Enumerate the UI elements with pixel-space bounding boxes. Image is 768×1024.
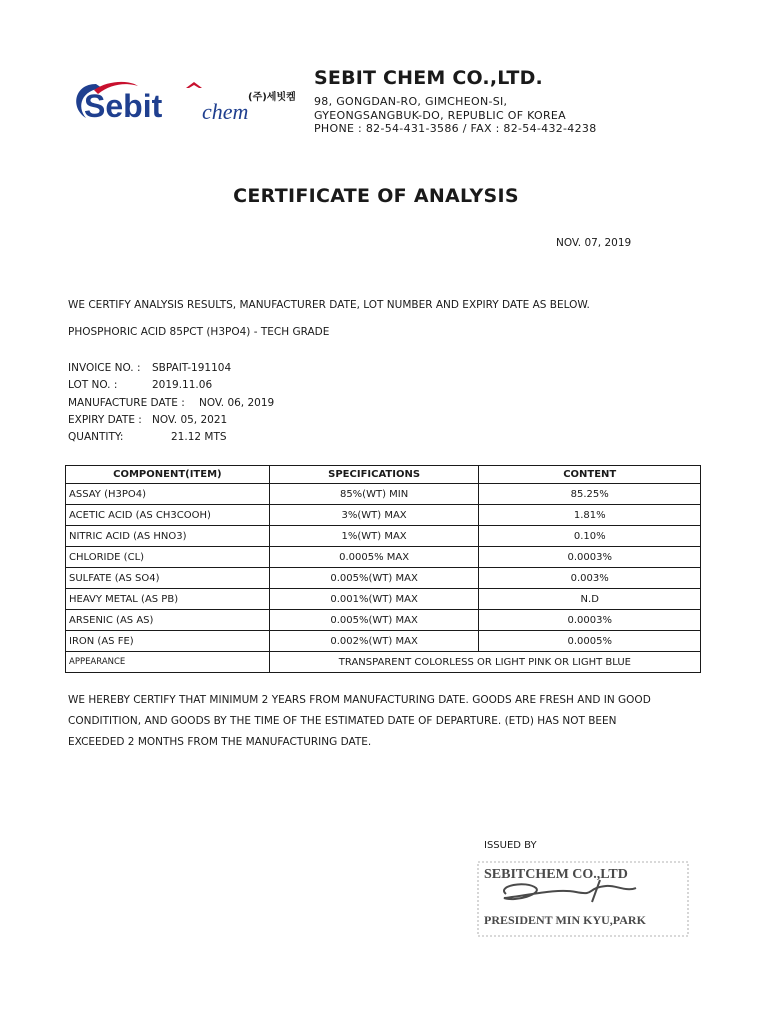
row-spec: 0.005%(WT) MAX [269,568,479,589]
certification-line: WE HEREBY CERTIFY THAT MINIMUM 2 YEARS FROM MANUFACTURING DATE. GOODS ARE FRESH AND IN GOOD [68,694,651,706]
document-date: NOV. 07, 2019 [556,237,632,249]
row-content: 1.81% [479,505,701,526]
stamp-company-name: SEBITCHEM CO.,LTD [484,867,628,882]
stamp-title: PRESIDENT MIN KYU,PARK [484,913,646,927]
row-component: CHLORIDE (CL) [66,547,270,568]
issued-by-label: ISSUED BY [484,840,537,851]
signature-stamp [476,858,692,938]
row-content: 0.003% [479,568,701,589]
table-row [66,505,701,526]
analysis-table [65,465,701,673]
company-address-line1: 98, GONGDAN-RO, GIMCHEON-SI, [314,95,508,108]
company-address-line2: GYEONGSANGBUK-DO, REPUBLIC OF KOREA [314,109,567,122]
row-content: 0.0003% [479,610,701,631]
invoice-value: SBPAIT-191104 [152,362,232,374]
row-spec: 85%(WT) MIN [269,484,479,505]
company-phone-fax: PHONE : 82-54-431-3586 / FAX : 82-54-432-4238 [314,122,597,135]
row-content: 85.25% [479,484,701,505]
table-row [66,547,701,568]
row-component: NITRIC ACID (AS HNO3) [66,526,270,547]
row-spec: 0.0005% MAX [269,547,479,568]
manufacture-date-label: MANUFACTURE DATE : [68,397,185,409]
row-component: ACETIC ACID (AS CH3COOH) [66,505,270,526]
header-content: CONTENT [479,466,701,484]
manufacture-date-value: NOV. 06, 2019 [199,397,275,409]
row-spec: 3%(WT) MAX [269,505,479,526]
row-component: IRON (AS FE) [66,631,270,652]
company-name: SEBIT CHEM CO.,LTD. [314,67,543,89]
table-row [66,568,701,589]
table-row [66,610,701,631]
table-row [66,631,701,652]
document-title: CERTIFICATE OF ANALYSIS [233,185,519,207]
invoice-label: INVOICE NO. : [68,362,141,374]
row-spec: 1%(WT) MAX [269,526,479,547]
lot-label: LOT NO. : [68,379,118,391]
row-content: 0.0005% [479,631,701,652]
row-component: SULFATE (AS SO4) [66,568,270,589]
appearance-label: APPEARANCE [66,652,270,673]
row-content: 0.10% [479,526,701,547]
lot-value: 2019.11.06 [152,379,213,391]
row-spec: 0.001%(WT) MAX [269,589,479,610]
certification-line: EXCEEDED 2 MONTHS FROM THE MANUFACTURING DATE. [68,736,372,748]
row-content: N.D [479,589,701,610]
row-component: ARSENIC (AS AS) [66,610,270,631]
quantity-value: 21.12 MTS [171,431,227,443]
logo-wordmark: Sebit [84,88,163,124]
certification-line: CONDITITION, AND GOODS BY THE TIME OF THE ESTIMATED DATE OF DEPARTURE. (ETD) HAS NOT BEEN [68,715,617,727]
quantity-label: QUANTITY: [68,431,124,443]
handwritten-signature [504,884,636,899]
logo-korean-text: (주)세빗켐 [248,92,296,103]
intro-statement: WE CERTIFY ANALYSIS RESULTS, MANUFACTURER DATE, LOT NUMBER AND EXPIRY DATE AS BELOW. [68,299,590,311]
appearance-row [66,652,701,673]
table-header-row [66,466,701,484]
header-component: COMPONENT(ITEM) [66,466,270,484]
expiry-date-label: EXPIRY DATE : [68,414,142,426]
table-row [66,526,701,547]
row-spec: 0.005%(WT) MAX [269,610,479,631]
table-row [66,484,701,505]
expiry-date-value: NOV. 05, 2021 [152,414,228,426]
row-component: ASSAY (H3PO4) [66,484,270,505]
row-component: HEAVY METAL (AS PB) [66,589,270,610]
row-content: 0.0003% [479,547,701,568]
product-name: PHOSPHORIC ACID 85PCT (H3PO4) - TECH GRADE [68,326,330,338]
table-row [66,589,701,610]
company-logo [68,78,298,130]
certification-paragraph [68,690,708,753]
row-spec: 0.002%(WT) MAX [269,631,479,652]
logo-wordmark-small: chem [202,99,249,124]
appearance-value: TRANSPARENT COLORLESS OR LIGHT PINK OR LIGHT BLUE [269,652,700,673]
header-specifications: SPECIFICATIONS [269,466,479,484]
